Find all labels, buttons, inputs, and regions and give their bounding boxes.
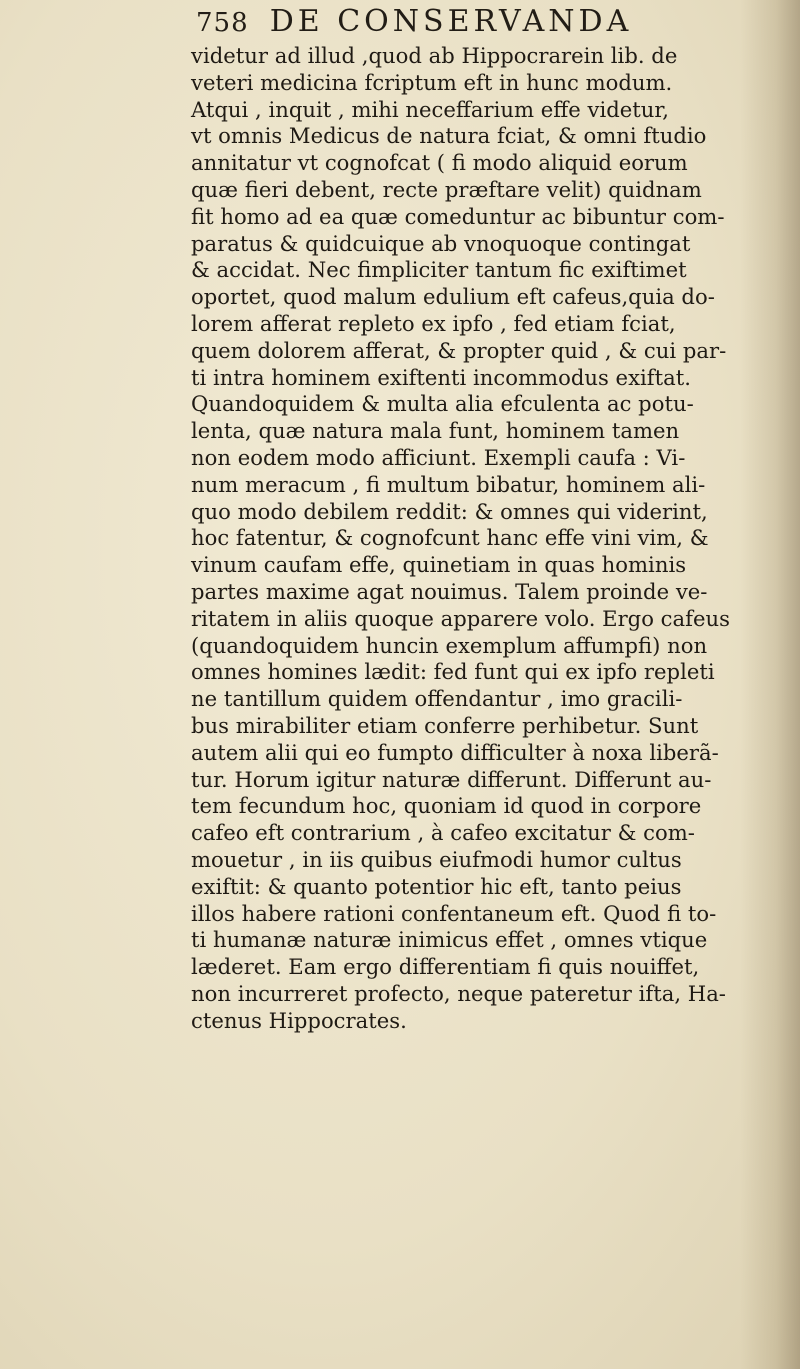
text-line: quæ fieri debent, recte præftare velit) quidnam [191,177,702,203]
text-line: lorem afferat repleto ex ipfo , fed etiam fciat, [191,311,676,337]
text-line: non eodem modo afficiunt. Exempli caufa : Vi- [191,445,686,471]
text-line: vinum caufam effe, quinetiam in quas hominis [191,553,687,579]
text-line: oportet, quod malum edulium eft cafeus,quia do- [191,285,715,311]
text-line: læderet. Eam ergo differentiam fi quis nouiffet, [191,955,700,981]
text-line: ritatem in aliis quoque apparere volo. Ergo cafeus [191,606,730,632]
text-line: omnes homines lædit: fed funt qui ex ipfo repleti [191,660,715,686]
page-number: 758 [196,8,249,38]
text-line: Atqui , inquit , mihi neceffarium effe videtur, [191,97,669,123]
text-line: ctenus Hippocrates. [191,1008,407,1034]
running-title: DE CONSERVANDA [269,4,633,39]
text-line: (quandoquidem huncin exemplum affumpfi) non [191,633,708,659]
text-line: paratus & quidcuique ab vnoquoque contingat [191,231,691,257]
text-line: exiftit: & quanto potentior hic eft, tanto peius [191,874,682,900]
text-line: tem fecundum hoc, quoniam id quod in corpore [191,794,702,820]
text-line: non incurreret profecto, neque pateretur ifta, Ha- [191,981,726,1007]
text-line: partes maxime agat nouimus. Talem proinde ve- [191,579,708,605]
text-line: cafeo eft contrarium , à cafeo excitatur & com- [191,821,695,847]
text-line: num meracum , fi multum bibatur, hominem ali- [191,472,706,498]
text-line: ti intra hominem exiftenti incommodus exiftat. [191,365,691,391]
text-line: quo modo debilem reddit: & omnes qui viderint, [191,499,708,525]
text-line: illos habere rationi confentaneum eft. Quod fi to- [191,901,717,927]
text-line: lenta, quæ natura mala funt, hominem tamen [191,419,680,445]
text-line: quem dolorem afferat, & propter quid , & cui par- [191,338,727,364]
text-line: veteri medicina fcriptum eft in hunc modum. [191,70,673,96]
text-line: autem alii qui eo fumpto difficulter à noxa liberã- [191,740,719,766]
page-header [196,4,756,44]
text-line: & accidat. Nec fimpliciter tantum fic exiftimet [191,258,687,284]
text-line: hoc fatentur, & cognofcunt hanc effe vini vim, & [191,526,709,552]
text-line: bus mirabiliter etiam conferre perhibetur. Sunt [191,713,699,739]
text-line: ne tantillum quidem offendantur , imo gracili- [191,687,683,713]
text-line: ti humanæ naturæ inimicus effet , omnes vtique [191,928,708,954]
text-line: mouetur , in iis quibus eiufmodi humor cultus [191,847,682,873]
text-line: fit homo ad ea quæ comeduntur ac bibuntur com- [191,204,725,230]
text-line: annitatur vt cognofcat ( fi modo aliquid eorum [191,151,688,177]
text-line: vt omnis Medicus de natura fciat, & omni ftudio [191,124,707,150]
body-text [191,44,800,1035]
text-line: videtur ad illud ,quod ab Hippocrarein lib. de [191,44,678,69]
text-line: Quandoquidem & multa alia efculenta ac potu- [191,392,694,418]
text-line: tur. Horum igitur naturæ differunt. Differunt au- [191,767,712,793]
